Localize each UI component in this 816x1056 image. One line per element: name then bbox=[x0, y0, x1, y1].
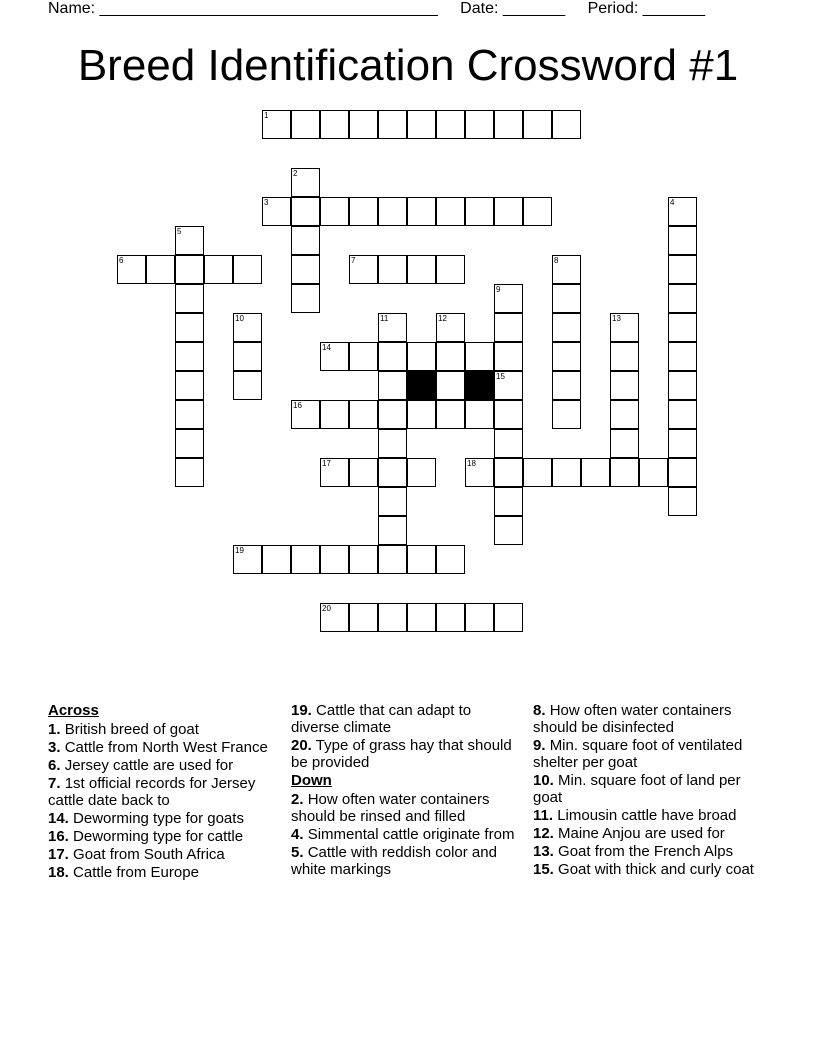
crossword-cell[interactable] bbox=[465, 400, 494, 429]
crossword-cell[interactable] bbox=[378, 342, 407, 371]
crossword-cell[interactable] bbox=[552, 313, 581, 342]
crossword-cell[interactable] bbox=[668, 255, 697, 284]
clue-number-9: 9 bbox=[496, 285, 501, 294]
crossword-cell[interactable] bbox=[349, 197, 378, 226]
crossword-cell[interactable] bbox=[349, 603, 378, 632]
crossword-cell[interactable] bbox=[320, 197, 349, 226]
crossword-cell[interactable] bbox=[436, 197, 465, 226]
crossword-cell[interactable] bbox=[407, 603, 436, 632]
clue-number-20: 20 bbox=[322, 604, 331, 613]
crossword-cell[interactable] bbox=[436, 255, 465, 284]
crossword-cell[interactable] bbox=[610, 458, 639, 487]
clue-number-11: 11 bbox=[380, 314, 389, 323]
clue-number-6: 6 bbox=[119, 256, 124, 265]
clue-down-4: 4. Simmental cattle originate from bbox=[291, 826, 515, 843]
crossword-cell[interactable] bbox=[494, 313, 523, 342]
crossword-cell[interactable] bbox=[291, 110, 320, 139]
crossword-cell[interactable] bbox=[668, 226, 697, 255]
clue-number-14: 14 bbox=[322, 343, 331, 352]
clue-number-5: 5 bbox=[177, 227, 182, 236]
across-heading: Across bbox=[48, 702, 99, 719]
clue-number-10: 10 bbox=[235, 314, 244, 323]
crossword-cell[interactable] bbox=[407, 255, 436, 284]
crossword-cell[interactable] bbox=[668, 429, 697, 458]
crossword-cell[interactable] bbox=[233, 371, 262, 400]
clue-down-9: 9. Min. square foot of ventilated shelter per goat bbox=[533, 737, 743, 771]
clue-across-20: 20. Type of grass hay that should be provided bbox=[291, 737, 512, 771]
crossword-cell[interactable] bbox=[175, 255, 204, 284]
header bbox=[48, 0, 705, 18]
crossword-cell[interactable] bbox=[465, 342, 494, 371]
clue-down-8: 8. How often water containers should be disinfected bbox=[533, 702, 732, 736]
crossword-cell[interactable] bbox=[610, 342, 639, 371]
crossword-cell[interactable] bbox=[378, 197, 407, 226]
crossword-cell[interactable] bbox=[378, 400, 407, 429]
crossword-cell[interactable] bbox=[291, 545, 320, 574]
crossword-cell[interactable] bbox=[291, 284, 320, 313]
crossword-cell[interactable] bbox=[349, 458, 378, 487]
crossword-cell[interactable] bbox=[175, 371, 204, 400]
crossword-cell[interactable] bbox=[407, 342, 436, 371]
crossword-cell[interactable] bbox=[494, 458, 523, 487]
crossword-cell[interactable] bbox=[668, 400, 697, 429]
crossword-cell[interactable] bbox=[407, 400, 436, 429]
clue-number-12: 12 bbox=[438, 314, 447, 323]
crossword-cell[interactable] bbox=[378, 371, 407, 400]
crossword-cell[interactable] bbox=[494, 110, 523, 139]
crossword-cell[interactable] bbox=[610, 400, 639, 429]
clue-across-7: 7. 1st official records for Jersey cattle date back to bbox=[48, 775, 256, 809]
crossword-cell[interactable] bbox=[668, 313, 697, 342]
crossword-block bbox=[465, 371, 494, 400]
crossword-cell[interactable] bbox=[233, 342, 262, 371]
crossword-cell[interactable] bbox=[436, 400, 465, 429]
crossword-cell[interactable] bbox=[494, 429, 523, 458]
crossword-cell[interactable] bbox=[175, 429, 204, 458]
crossword-cell[interactable] bbox=[349, 342, 378, 371]
clue-down-11: 11. Limousin cattle have broad bbox=[533, 807, 737, 824]
crossword-cell[interactable] bbox=[552, 284, 581, 313]
crossword-cell[interactable] bbox=[523, 197, 552, 226]
crossword-cell[interactable] bbox=[407, 545, 436, 574]
crossword-cell[interactable] bbox=[146, 255, 175, 284]
clues-column-3 bbox=[533, 702, 765, 879]
crossword-cell[interactable] bbox=[204, 255, 233, 284]
crossword-cell[interactable] bbox=[552, 400, 581, 429]
crossword-cell[interactable] bbox=[349, 110, 378, 139]
clue-number-4: 4 bbox=[670, 198, 675, 207]
crossword-cell[interactable] bbox=[494, 603, 523, 632]
crossword-cell[interactable] bbox=[668, 371, 697, 400]
crossword-cell[interactable] bbox=[378, 487, 407, 516]
crossword-cell[interactable] bbox=[465, 603, 494, 632]
crossword-cell[interactable] bbox=[175, 313, 204, 342]
clue-across-18: 18. Cattle from Europe bbox=[48, 864, 199, 881]
crossword-cell[interactable] bbox=[494, 400, 523, 429]
name-field-label[interactable]: Name: ______________________________________ bbox=[48, 0, 438, 17]
crossword-cell[interactable] bbox=[262, 545, 291, 574]
crossword-cell[interactable] bbox=[552, 371, 581, 400]
crossword-cell[interactable] bbox=[436, 545, 465, 574]
clue-down-15: 15. Goat with thick and curly coat bbox=[533, 861, 754, 878]
crossword-cell[interactable] bbox=[639, 458, 668, 487]
clue-number-13: 13 bbox=[612, 314, 621, 323]
period-field-label[interactable]: Period: _______ bbox=[587, 0, 706, 17]
clue-across-6: 6. Jersey cattle are used for bbox=[48, 757, 234, 774]
crossword-cell[interactable] bbox=[291, 255, 320, 284]
crossword-cell[interactable] bbox=[407, 458, 436, 487]
crossword-cell[interactable] bbox=[668, 458, 697, 487]
clue-across-16: 16. Deworming type for cattle bbox=[48, 828, 244, 845]
crossword-cell[interactable] bbox=[175, 400, 204, 429]
crossword-cell[interactable] bbox=[436, 603, 465, 632]
crossword-cell[interactable] bbox=[233, 255, 262, 284]
crossword-cell[interactable] bbox=[581, 458, 610, 487]
crossword-cell[interactable] bbox=[668, 284, 697, 313]
crossword-cell[interactable] bbox=[378, 545, 407, 574]
crossword-cell[interactable] bbox=[610, 371, 639, 400]
clue-across-19: 19. Cattle that can adapt to diverse climate bbox=[291, 702, 472, 736]
crossword-cell[interactable] bbox=[378, 516, 407, 545]
clue-number-2: 2 bbox=[293, 169, 298, 178]
clue-down-2: 2. How often water containers should be rinsed and filled bbox=[291, 791, 490, 825]
clue-number-1: 1 bbox=[264, 111, 269, 120]
crossword-cell[interactable] bbox=[552, 342, 581, 371]
crossword-cell[interactable] bbox=[523, 458, 552, 487]
crossword-cell[interactable] bbox=[175, 342, 204, 371]
crossword-cell[interactable] bbox=[610, 429, 639, 458]
clue-down-5: 5. Cattle with reddish color and white markings bbox=[291, 844, 497, 878]
crossword-cell[interactable] bbox=[175, 284, 204, 313]
crossword-cell[interactable] bbox=[465, 110, 494, 139]
clue-number-3: 3 bbox=[264, 198, 269, 207]
crossword-cell[interactable] bbox=[552, 110, 581, 139]
clue-down-12: 12. Maine Anjou are used for bbox=[533, 825, 725, 842]
crossword-cell[interactable] bbox=[291, 197, 320, 226]
crossword-cell[interactable] bbox=[494, 342, 523, 371]
crossword-cell[interactable] bbox=[436, 342, 465, 371]
crossword-cell[interactable] bbox=[407, 197, 436, 226]
crossword-cell[interactable] bbox=[378, 255, 407, 284]
crossword-cell[interactable] bbox=[523, 110, 552, 139]
clue-number-19: 19 bbox=[235, 546, 244, 555]
date-field-label[interactable]: Date: _______ bbox=[460, 0, 566, 17]
crossword-cell[interactable] bbox=[349, 400, 378, 429]
clue-number-17: 17 bbox=[322, 459, 331, 468]
page-title: Breed Identification Crossword #1 bbox=[77, 41, 739, 90]
clue-number-18: 18 bbox=[467, 459, 476, 468]
crossword-cell[interactable] bbox=[378, 458, 407, 487]
crossword-cell[interactable] bbox=[291, 226, 320, 255]
crossword-cell[interactable] bbox=[320, 400, 349, 429]
down-heading: Down bbox=[291, 772, 332, 789]
crossword-cell[interactable] bbox=[349, 545, 378, 574]
crossword-cell[interactable] bbox=[494, 487, 523, 516]
clues-column-2 bbox=[291, 702, 523, 879]
crossword-cell[interactable] bbox=[436, 110, 465, 139]
clue-down-10: 10. Min. square foot of land per goat bbox=[533, 772, 741, 806]
clue-number-8: 8 bbox=[554, 256, 559, 265]
crossword-cell[interactable] bbox=[668, 487, 697, 516]
clues-column-1 bbox=[48, 702, 280, 882]
crossword-cell[interactable] bbox=[378, 603, 407, 632]
clue-across-14: 14. Deworming type for goats bbox=[48, 810, 244, 827]
clue-number-15: 15 bbox=[496, 372, 505, 381]
crossword-block bbox=[407, 371, 436, 400]
crossword-cell[interactable] bbox=[320, 545, 349, 574]
clue-across-3: 3. Cattle from North West France bbox=[48, 739, 268, 756]
crossword-cell[interactable] bbox=[407, 110, 436, 139]
crossword-cell[interactable] bbox=[465, 197, 494, 226]
crossword-cell[interactable] bbox=[436, 371, 465, 400]
crossword-cell[interactable] bbox=[494, 516, 523, 545]
clue-number-16: 16 bbox=[293, 401, 302, 410]
crossword-cell[interactable] bbox=[175, 458, 204, 487]
crossword-cell[interactable] bbox=[378, 429, 407, 458]
crossword-cell[interactable] bbox=[668, 342, 697, 371]
crossword-cell[interactable] bbox=[378, 110, 407, 139]
crossword-cell[interactable] bbox=[320, 110, 349, 139]
clue-across-1: 1. British breed of goat bbox=[48, 721, 199, 738]
clue-down-13: 13. Goat from the French Alps bbox=[533, 843, 734, 860]
crossword-cell[interactable] bbox=[552, 458, 581, 487]
crossword-cell[interactable] bbox=[494, 197, 523, 226]
clue-number-7: 7 bbox=[351, 256, 356, 265]
clue-across-17: 17. Goat from South Africa bbox=[48, 846, 225, 863]
